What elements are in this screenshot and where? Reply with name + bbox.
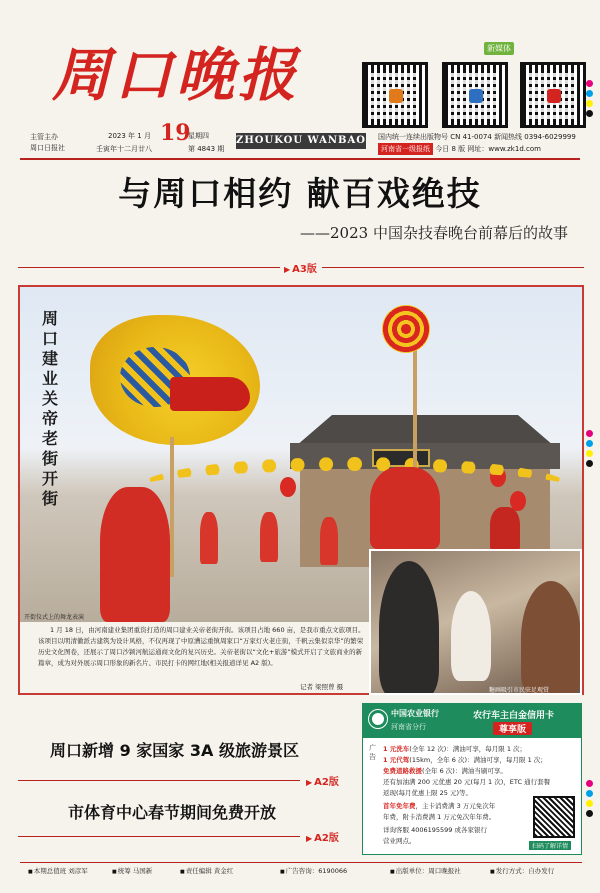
performer (320, 517, 338, 565)
performer (200, 512, 218, 564)
sponsor-info: 主管主办 周口日报社 (30, 133, 65, 152)
photo-feature (18, 285, 584, 695)
main-photo-caption: 开街仪式上的舞龙表演 (24, 614, 85, 621)
masthead (0, 0, 600, 110)
story-headline[interactable]: 市体育中心春节期间免费开放 (68, 803, 277, 822)
qr-code-row (362, 30, 592, 110)
bank-branch: 河南省分行 (391, 723, 426, 731)
photo-story-text: 1 月 18 日，由河南建业集团重资打造的周口建业关帝老街开街。该项目占地 660 亩，是我市重点文旅项目。该项目以明清徽派古建筑为设计风格，不仅再现了中原漕运重镇周家口“万家灯火老庄街，千帆云集似京华”的繁荣历史文化图卷，还展示了周口沙颍河航运通商文化的复兴历史。关帝老街以“文化+旅游”模式开启了文旅商业的新篇章，成为对外展示周口形象的新名片、市民打卡的网红地(相关报道详见 A2 版)。 (38, 626, 365, 667)
divider (18, 267, 280, 268)
lead-headline[interactable]: 与周口相约 献百戏绝技 (118, 174, 482, 213)
footer-credits: ■ 本期总值班 刘彦军 ■ 统筹 马国新 ■ 责任编辑 黄金红 ■ 广告咨询：6190066 ■ 出版单位：周口晚报社 ■ 发行方式：自办发行 (20, 862, 582, 876)
masthead-rule (20, 158, 580, 160)
issue-day: 19 (160, 120, 191, 146)
paper-name-english: ZHOUKOU WANBAO (236, 133, 366, 149)
vertical-caption: 周口建业关帝老街开街 (42, 309, 59, 508)
inset-photo-caption: 糖画吸引市民驻足观赏 (489, 687, 550, 694)
abc-bank-logo-icon (369, 710, 387, 728)
new-media-badge: 新媒体 (484, 42, 514, 55)
ad-tag: 尊享版 (493, 722, 532, 735)
performer (370, 467, 440, 549)
story-headline[interactable]: 周口新增 9 家国家 3A 级旅游景区 (50, 741, 299, 760)
website-link[interactable]: 网址：www.zk1d.com (467, 145, 541, 153)
lead-subhead: ——2023 中国杂技春晚台前幕后的故事 (300, 224, 568, 242)
qr-code-icon[interactable] (520, 62, 586, 128)
ad-title: 农行车主白金信用卡 (473, 711, 555, 721)
color-registration-marks (586, 80, 594, 120)
issue-info-bar: 主管主办 周口日报社 2023 年 1 月 19 星期四 壬寅年十二月廿八 第 4843 期 ZHOUKOU WANBAO 国内统一连续出版物号 CN 41-0074 新闻热线 0394-6029999 河南省一级报纸 今日 8 版 网址：www.zk1d.com (30, 120, 576, 153)
divider (18, 780, 300, 781)
color-registration-marks (586, 430, 594, 470)
divider (322, 267, 584, 268)
qr-code-icon[interactable] (442, 62, 508, 128)
bank-name: 中国农业银行 (391, 709, 439, 718)
publication-details: 国内统一连续出版物号 CN 41-0074 新闻热线 0394-6029999 河南省一级报纸 今日 8 版 网址：www.zk1d.com (378, 133, 576, 153)
qr-caption: 扫码了解详情 (529, 841, 571, 850)
photo-credit: 记者 梁照曾 摄 (300, 683, 344, 691)
grade-badge: 河南省一级报纸 (378, 143, 433, 155)
ad-label: 广告 (369, 744, 376, 761)
page-reference[interactable]: ▶ A2版 (306, 773, 339, 788)
dragon-pearl (382, 305, 430, 353)
bank-advertisement[interactable]: 中国农业银行 河南省分行 农行车主白金信用卡 尊享版 广告 1 元洗车(全年 12 次)：满油可享，每月限 1 次； 1 元代驾(15km，全年 6 次)：满油可享，每月限 1 次； 免费道路救援(全年 6 次)：满油当刷可享。 还有加油满 200 元优惠 20 元(每月 1 次)，ETC 通行套餐 返现(每月优惠上限 25 元)等。 首年免年费，主卡消费满 3 万元免次年 年费，附卡消费满 1 万元免次年年费。 详询客服 4006195599 或各家银行 营业网点。 扫码了解详情 (362, 703, 582, 855)
performer (100, 487, 170, 622)
performer (260, 512, 278, 562)
newspaper-logo: 周口晚报 (52, 41, 301, 109)
performer (490, 507, 520, 551)
divider (18, 836, 300, 837)
page-reference[interactable]: ▶ A3版 (284, 260, 317, 275)
qr-code-icon[interactable] (533, 796, 575, 838)
qr-code-icon[interactable] (362, 62, 428, 128)
color-registration-marks (586, 780, 594, 820)
sugar-painting-photo[interactable] (369, 549, 582, 695)
page-reference[interactable]: ▶ A2版 (306, 829, 339, 844)
